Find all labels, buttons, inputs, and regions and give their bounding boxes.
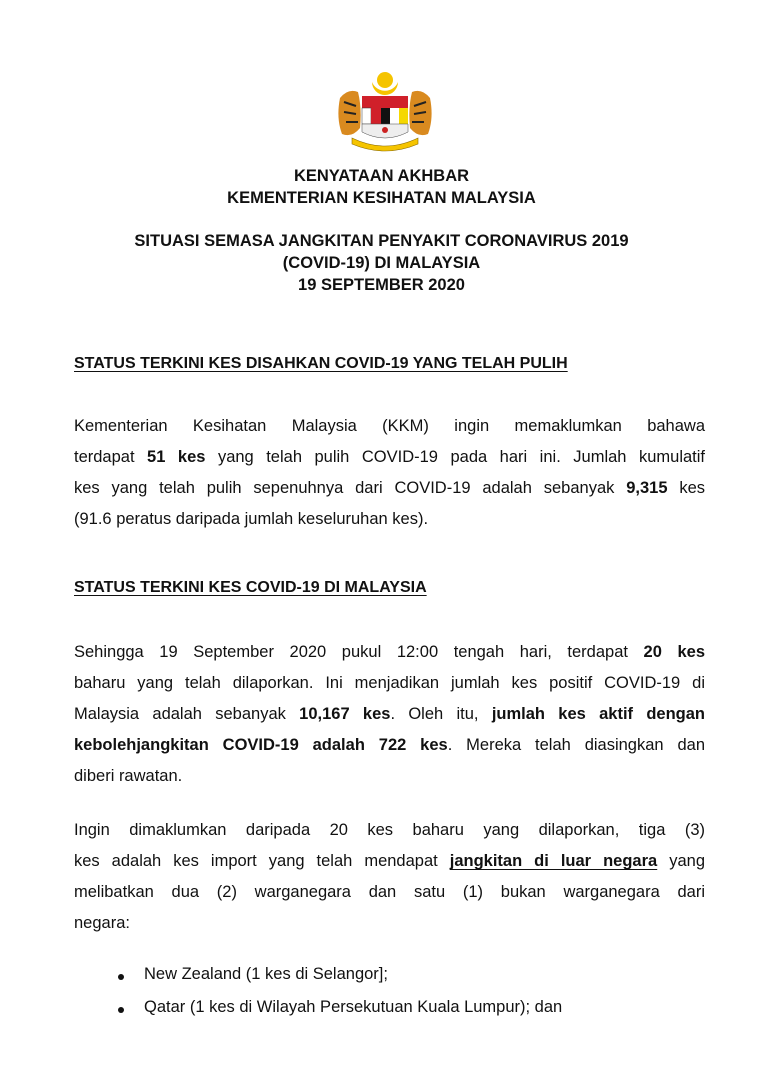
active-cases: kebolehjangkitan COVID-19 adalah 722 kes xyxy=(74,736,448,754)
text-line: negara: xyxy=(74,914,130,932)
text-line: Malaysia adalah sebanyak 10,167 kes. Oleh itu, jumlah kes aktif dengan xyxy=(74,705,705,723)
text-line: Ingin dimaklumkan daripada 20 kes baharu yang dilaporkan, tiga (3) xyxy=(74,821,705,839)
list-item: Qatar (1 kes di Wilayah Persekutuan Kuala Lumpur); dan xyxy=(144,998,563,1016)
text-line: kebolehjangkitan COVID-19 adalah 722 kes. Mereka telah diasingkan dan xyxy=(74,736,705,754)
bullet-icon xyxy=(118,1003,128,1013)
document-title-line1: SITUASI SEMASA JANGKITAN PENYAKIT CORONAVIRUS 2019 xyxy=(134,232,629,250)
status-paragraph xyxy=(74,637,705,792)
text-line: terdapat 51 kes yang telah pulih COVID-19 pada hari ini. Jumlah kumulatif xyxy=(74,448,705,466)
text-line: diberi rawatan. xyxy=(74,767,183,785)
cumulative-recovered: 9,315 xyxy=(626,479,668,497)
text-line: melibatkan dua (2) warganegara dan satu (1) bukan warganegara dari xyxy=(74,883,705,901)
section-heading-recovered: STATUS TERKINI KES DISAHKAN COVID-19 YANG TELAH PULIH xyxy=(74,355,568,372)
coat-of-arms-logo xyxy=(332,68,438,156)
document-title-line2: (COVID-19) DI MALAYSIA xyxy=(282,254,481,272)
import-cases-paragraph xyxy=(74,815,705,939)
document-date: 19 SEPTEMBER 2020 xyxy=(298,276,465,294)
total-cases: 10,167 kes xyxy=(299,705,391,723)
section-heading-status: STATUS TERKINI KES COVID-19 DI MALAYSIA xyxy=(74,579,427,596)
ministry-name: KEMENTERIAN KESIHATAN MALAYSIA xyxy=(227,189,536,207)
text-line: kes adalah kes import yang telah mendapat jangkitan di luar negara yang xyxy=(74,852,706,870)
text-line: Kementerian Kesihatan Malaysia (KKM) ingin memaklumkan bahawa xyxy=(74,417,705,435)
press-release-label: KENYATAAN AKHBAR xyxy=(293,167,470,185)
list-item: New Zealand (1 kes di Selangor]; xyxy=(144,965,388,983)
text-line: kes yang telah pulih sepenuhnya dari COVID-19 adalah sebanyak 9,315 kes xyxy=(74,479,705,497)
text-line: Sehingga 19 September 2020 pukul 12:00 tengah hari, terdapat 20 kes xyxy=(74,643,706,661)
text-line: (91.6 peratus daripada jumlah keseluruhan kes). xyxy=(74,510,429,528)
text-line: baharu yang telah dilaporkan. Ini menjadikan jumlah kes positif COVID-19 di xyxy=(74,674,705,692)
bullet-icon xyxy=(118,970,128,980)
new-cases: 20 kes xyxy=(643,643,706,661)
recovered-today: 51 kes xyxy=(147,448,206,466)
emphasis-overseas-infection: jangkitan di luar negara xyxy=(449,852,658,870)
recovered-paragraph xyxy=(74,411,705,535)
